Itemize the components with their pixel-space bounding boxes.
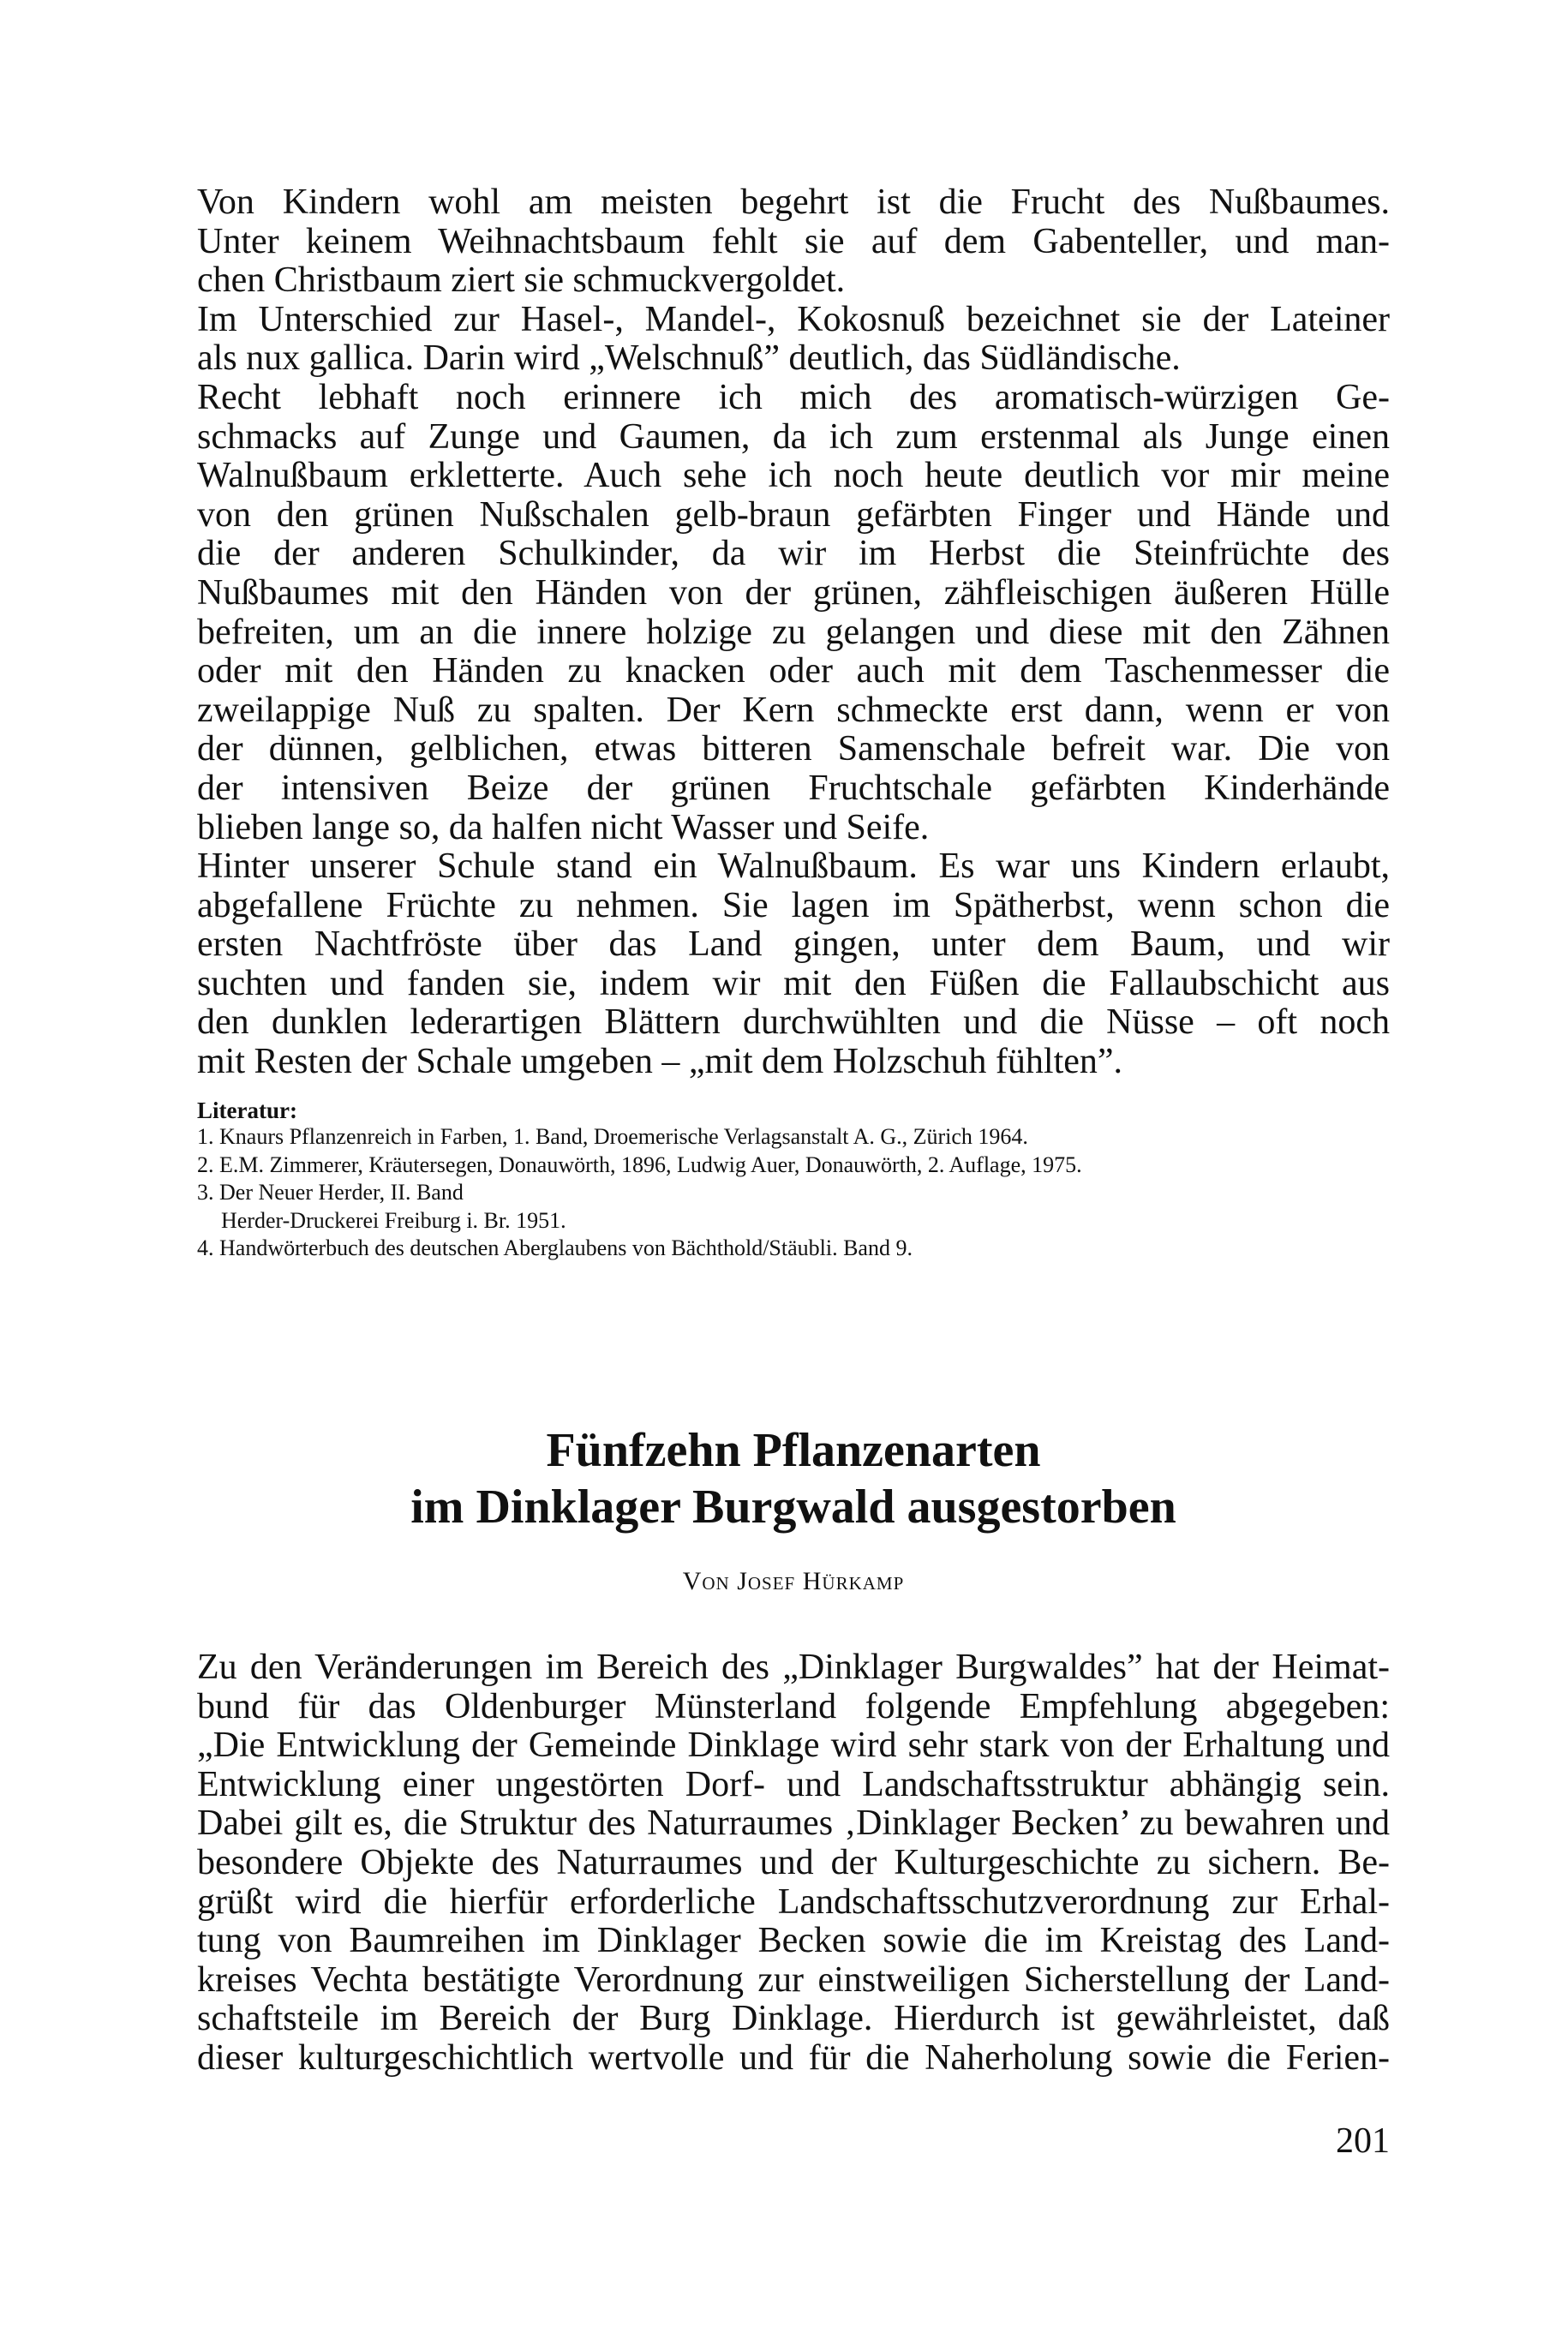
text-line: schaftsteile im Bereich der Burg Dinklage. Hierdurch ist gewährleistet, daß xyxy=(197,1999,1390,2039)
text-line: Nußbaumes mit den Händen von der grünen, zähfleischigen äußeren Hülle xyxy=(197,572,1390,613)
text-line: bund für das Oldenburger Münsterland folgende Empfehlung abgegeben: xyxy=(197,1686,1390,1726)
text-line: „Die Entwicklung der Gemeinde Dinklage wird sehr stark von der Erhaltung und xyxy=(197,1726,1390,1766)
text-line: mit Resten der Schale umgeben – „mit dem Holzschuh fühlten”. xyxy=(197,1042,1123,1082)
text-line: Hinter unserer Schule stand ein Walnußbaum. Es war uns Kindern erlaubt, xyxy=(197,846,1390,887)
literature-entry: 2. E.M. Zimmerer, Kräutersegen, Donauwörth, 1896, Ludwig Auer, Donauwörth, 2. Auflage, 1975. xyxy=(197,1152,1082,1177)
text-line: Entwicklung einer ungestörten Dorf- und Landschaftsstruktur abhängig sein. xyxy=(197,1764,1390,1804)
text-line: dieser kulturgeschichtlich wertvolle und für die Naherholung sowie die Ferien- xyxy=(197,2037,1390,2078)
literature-entry: 4. Handwörterbuch des deutschen Aberglaubens von Bächthold/Stäubli. Band 9. xyxy=(197,1235,913,1260)
text-line: Im Unterschied zur Hasel-, Mandel-, Kokosnuß bezeichnet sie der Lateiner xyxy=(197,299,1390,339)
text-line: blieben lange so, da halfen nicht Wasser und Seife. xyxy=(197,807,930,847)
text-line: als nux gallica. Darin wird „Welschnuß” deutlich, das Südländische. xyxy=(197,338,1181,379)
article-walnut-text xyxy=(197,183,1390,1082)
text-line: Unter keinem Weihnachtsbaum fehlt sie auf dem Gabenteller, und man- xyxy=(197,221,1390,261)
title-line: im Dinklager Burgwald ausgestorben xyxy=(410,1481,1176,1534)
text-line: Recht lebhaft noch erinnere ich mich des aromatisch-würzigen Ge- xyxy=(197,377,1390,417)
text-line: tung von Baumreihen im Dinklager Becken sowie die im Kreistag des Land- xyxy=(197,1921,1390,1961)
text-line: befreiten, um an die innere holzige zu gelangen und diese mit den Zähnen xyxy=(197,612,1390,652)
text-line: der intensiven Beize der grünen Fruchtschale gefärbten Kinderhände xyxy=(197,768,1390,808)
text-line: schmacks auf Zunge und Gaumen, da ich zum erstenmal als Junge einen xyxy=(197,416,1390,457)
text-line: den dunklen lederartigen Blättern durchwühlten und die Nüsse – oft noch xyxy=(197,1002,1390,1043)
text-line: grüßt wird die hierfür erforderliche Landschaftsschutzverordnung zur Erhal- xyxy=(197,1881,1390,1922)
literature-entry: Herder-Druckerei Freiburg i. Br. 1951. xyxy=(221,1207,566,1233)
text-line: der dünnen, gelblichen, etwas bitteren Samenschale befreit war. Die von xyxy=(197,729,1390,769)
text-line: zweilappige Nuß zu spalten. Der Kern schmeckte erst dann, wenn er von xyxy=(197,690,1390,730)
article-burgwald-text xyxy=(197,1648,1390,2079)
text-line: Von Kindern wohl am meisten begehrt ist die Frucht des Nußbaumes. xyxy=(197,182,1390,222)
text-line: chen Christbaum ziert sie schmuckvergoldet. xyxy=(197,260,846,301)
article-title xyxy=(197,1422,1390,1535)
literature-list xyxy=(197,1123,1379,1263)
text-line: kreises Vechta bestätigte Verordnung zur einstweiligen Sicherstellung der Land- xyxy=(197,1959,1390,2000)
text-line: von den grünen Nußschalen gelb-braun gefärbten Finger und Hände und xyxy=(197,494,1390,535)
literature-entry: 3. Der Neuer Herder, II. Band xyxy=(197,1180,464,1205)
page-number: 201 xyxy=(1336,2121,1390,2161)
text-line: suchten und fanden sie, indem wir mit den Füßen die Fallaubschicht aus xyxy=(197,963,1390,1003)
literature-heading: Literatur: xyxy=(197,1098,297,1123)
title-line: Fünfzehn Pflanzenarten xyxy=(546,1424,1041,1477)
text-line: Walnußbaum erkletterte. Auch sehe ich noch heute deutlich vor mir meine xyxy=(197,456,1390,496)
literature-entry: 1. Knaurs Pflanzenreich in Farben, 1. Band, Droemerische Verlagsanstalt A. G., Zürich 1964. xyxy=(197,1124,1028,1149)
text-line: besondere Objekte des Naturraumes und der Kulturgeschichte zu sichern. Be- xyxy=(197,1842,1390,1882)
text-line: oder mit den Händen zu knacken oder auch mit dem Taschenmesser die xyxy=(197,651,1390,691)
text-line: die der anderen Schulkinder, da wir im Herbst die Steinfrüchte des xyxy=(197,534,1390,574)
text-line: ersten Nachtfröste über das Land gingen, unter dem Baum, und wir xyxy=(197,924,1390,965)
text-line: abgefallene Früchte zu nehmen. Sie lagen im Spätherbst, wenn schon die xyxy=(197,885,1390,925)
article-author: Von Josef Hürkamp xyxy=(682,1567,905,1595)
text-line: Dabei gilt es, die Struktur des Naturraumes ‚Dinklager Becken’ zu bewahren und xyxy=(197,1804,1390,1844)
text-line: Zu den Veränderungen im Bereich des „Dinklager Burgwaldes” hat der Heimat- xyxy=(197,1648,1390,1687)
